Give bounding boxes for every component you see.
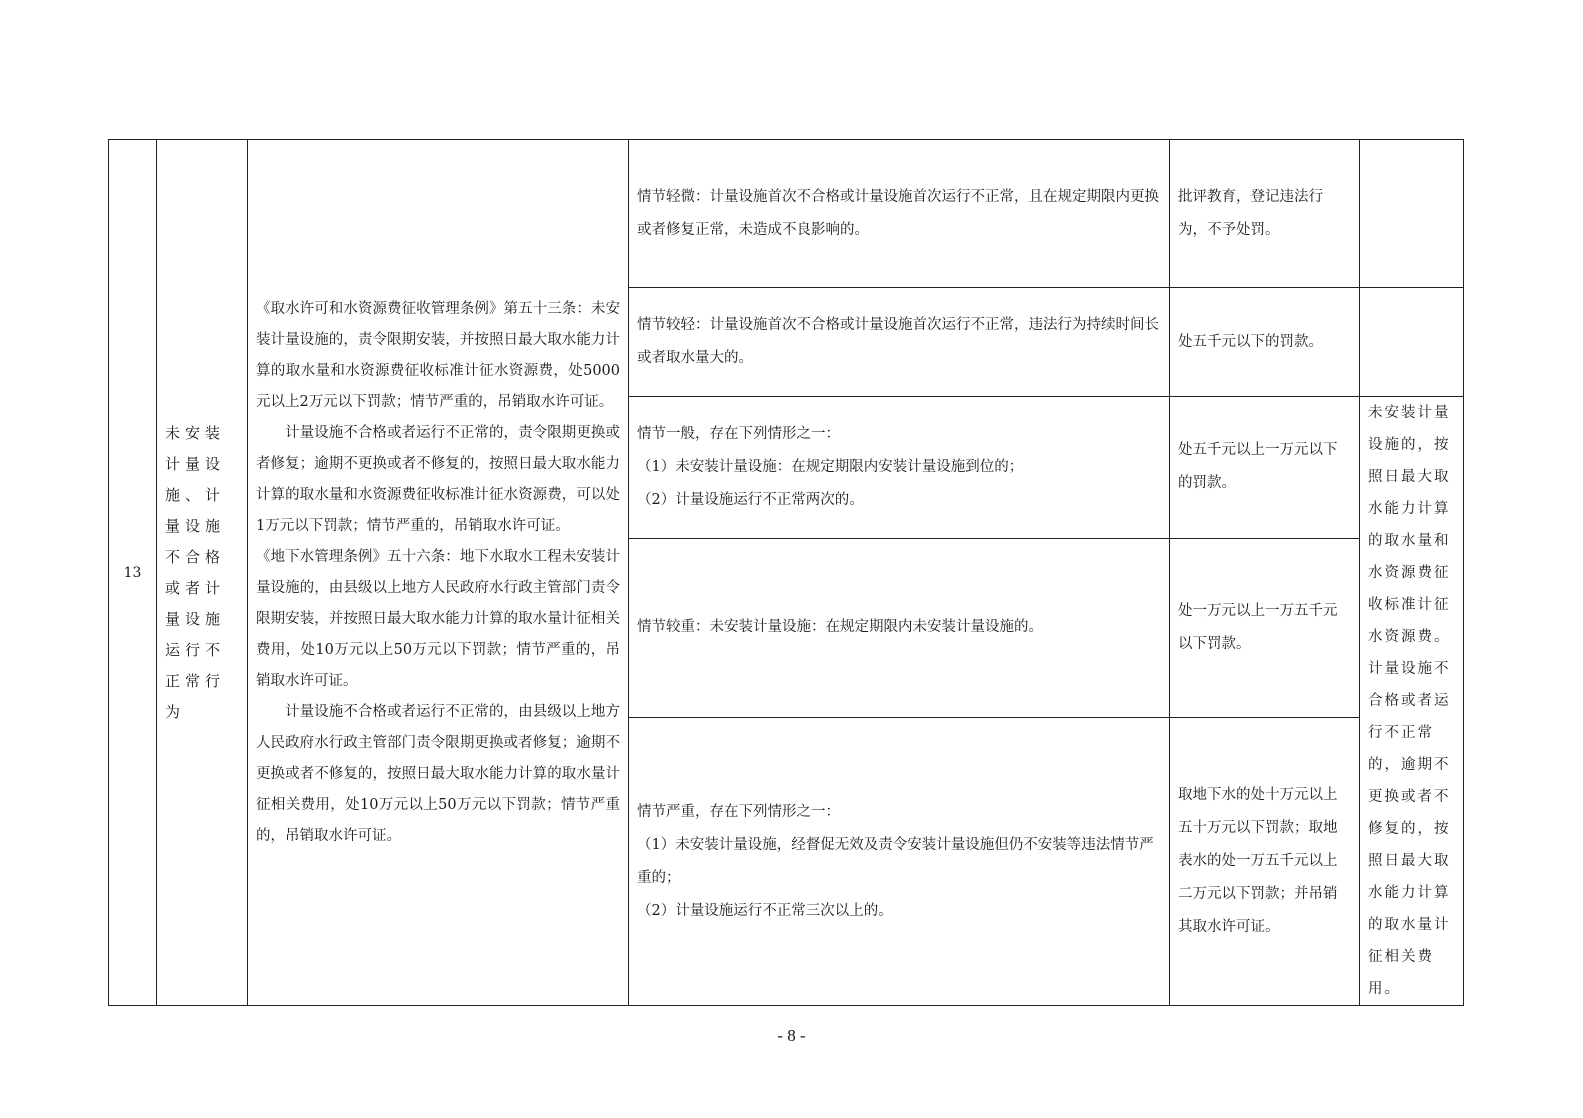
circumstance-line: 情节较重：未安装计量设施：在规定期限内未安装计量设施的。 [637, 619, 1043, 636]
note-cell [1360, 140, 1464, 288]
circumstance-cell [629, 538, 1170, 717]
legal-basis-paragraph: 《取水许可和水资源费征收管理条例》第五十三条：未安装计量设施的，责令限期安装，并按照日最大取水能力计算的取水量和水资源费征收标准计征水资源费，处5000元以上2万元以下罚款；情节严重的，吊销取水许可证。 [256, 300, 620, 410]
circumstance-line: （1）未安装计量设施，经督促无效及责令安装计量设施但仍不安装等违法情节严重的； [637, 836, 1154, 886]
note-paragraph: 未安装计量设施的，按照日最大取水能力计算的取水量和水资源费征收标准计征水资源费。 [1368, 405, 1451, 645]
violation-item-name: 未安装计量设施、计量设施不合格或者计量设施运行不正常行为 [157, 140, 248, 1006]
legal-basis-paragraph: 计量设施不合格或者运行不正常的，由县级以上地方人民政府水行政主管部门责令限期更换或者修复；逾期不更换或者不修复的，按照日最大取水能力计算的取水量计征相关费用，处10万元以上50万元以下罚款；情节严重的，吊销取水许可证。 [256, 703, 620, 844]
circumstance-line: 情节严重，存在下列情形之一： [637, 803, 840, 820]
penalty-cell: 批评教育，登记违法行为，不予处罚。 [1170, 140, 1360, 288]
circumstance-cell [629, 288, 1170, 397]
circumstance-line: 情节一般，存在下列情形之一： [637, 425, 840, 442]
circumstance-line: （2）计量设施运行不正常两次的。 [637, 491, 864, 508]
circumstance-cell [629, 140, 1170, 288]
note-paragraph: 计量设施不合格或者运行不正常的，逾期不更换或者不修复的，按照日最大取水能力计算的取水量计征相关费用。 [1368, 661, 1451, 997]
penalty-standard-table [108, 139, 1464, 1006]
legal-basis-paragraph: 《地下水管理条例》五十六条：地下水取水工程未安装计量设施的，由县级以上地方人民政府水行政主管部门责令限期安装，并按照日最大取水能力计算的取水量计征相关费用，处10万元以上50万元以下罚款；情节严重的，吊销取水许可证。 [256, 548, 620, 689]
circumstance-line: 情节轻微：计量设施首次不合格或计量设施首次运行不正常，且在规定期限内更换或者修复正常，未造成不良影响的。 [637, 188, 1159, 238]
table-row [109, 140, 1464, 288]
circumstance-cell [629, 397, 1170, 539]
legal-basis-paragraph: 计量设施不合格或者运行不正常的，责令限期更换或者修复；逾期不更换或者不修复的，按照日最大取水能力计算的取水量和水资源费征收标准计征水资源费，可以处1万元以下罚款；情节严重的，吊销取水许可证。 [256, 424, 620, 534]
penalty-cell: 处五千元以上一万元以下的罚款。 [1170, 397, 1360, 539]
page-number: - 8 - [777, 1026, 806, 1045]
circumstance-line: （1）未安装计量设施：在规定期限内安装计量设施到位的； [637, 458, 1024, 475]
note-cell [1360, 288, 1464, 397]
item-number: 13 [109, 140, 157, 1006]
penalty-cell: 处一万元以上一万五千元以下罚款。 [1170, 538, 1360, 717]
penalty-cell: 处五千元以下的罚款。 [1170, 288, 1360, 397]
legal-basis-cell [248, 140, 629, 1006]
circumstance-cell [629, 718, 1170, 1006]
penalty-cell: 取地下水的处十万元以上五十万元以下罚款；取地表水的处一万五千元以上二万元以下罚款；并吊销其取水许可证。 [1170, 718, 1360, 1006]
merged-note-cell [1360, 397, 1464, 1006]
circumstance-line: 情节较轻：计量设施首次不合格或计量设施首次运行不正常，违法行为持续时间长或者取水量大的。 [637, 317, 1159, 366]
circumstance-line: （2）计量设施运行不正常三次以上的。 [637, 902, 893, 919]
